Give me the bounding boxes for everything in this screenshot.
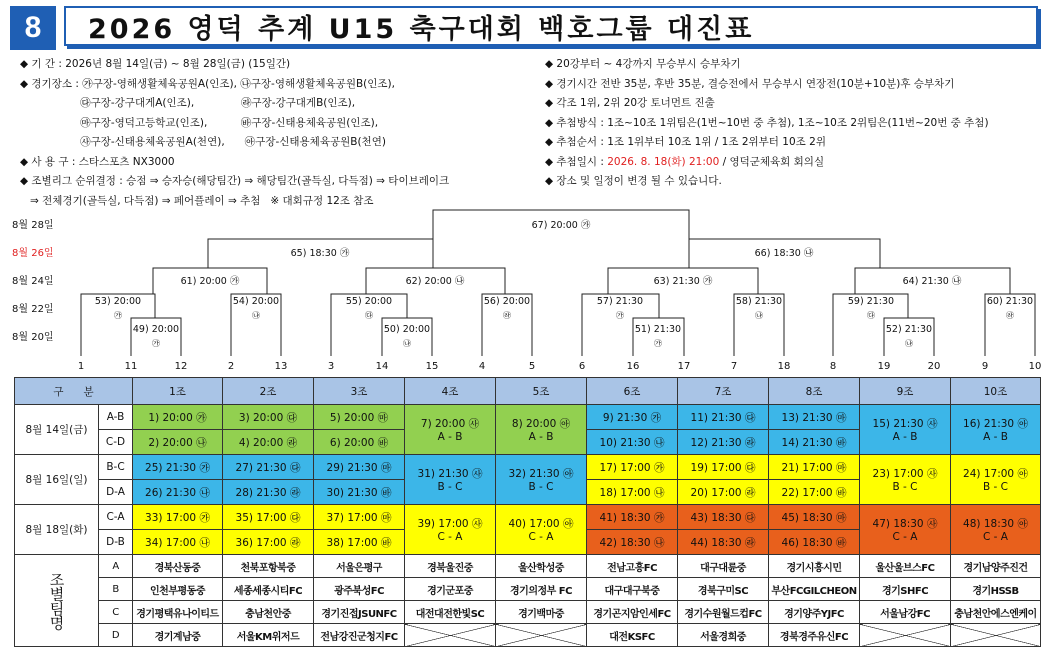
- match-slot: 33) 17:00 ㉮: [133, 505, 223, 530]
- team-group-key: A: [99, 555, 133, 578]
- team-name: 경기수원월드컵FC: [678, 601, 769, 624]
- match-slot: 26) 21:30 ㉯: [133, 480, 223, 505]
- column-header: 7조: [678, 378, 769, 405]
- info-line: ◆ 기 간 : 2026년 8월 14일(금) ~ 8월 28일(금) (15일간): [20, 58, 291, 70]
- venue-mark: ㉮: [654, 339, 662, 348]
- seed-number: 6: [578, 361, 586, 372]
- team-name: 경기백마중: [496, 601, 587, 624]
- match-slot: 3) 20:00 ㉰: [223, 405, 314, 430]
- info-line: ㉴구장-신태용체육공원A(천연), ㉵구장-신태용체육공원B(천연): [20, 136, 386, 148]
- date-label: 8월 26일: [12, 248, 54, 259]
- match-slot-merged: 31) 21:30 ㉴ B - C: [405, 455, 496, 505]
- header: [10, 6, 1040, 50]
- seed-number: 18: [777, 361, 791, 372]
- match-slot: 10) 21:30 ㉯: [587, 430, 678, 455]
- matchup: A-B: [99, 405, 133, 430]
- match-slot: 41) 18:30 ㉮: [587, 505, 678, 530]
- seed-number: 7: [730, 361, 738, 372]
- team-group-key: C: [99, 601, 133, 624]
- venue-mark: ㉱: [1006, 311, 1014, 320]
- team-name: 경기곤지암인세FC: [587, 601, 678, 624]
- match-slot: 44) 18:30 ㉱: [678, 530, 769, 555]
- match-slot: 21) 17:00 ㉲: [769, 455, 860, 480]
- match-slot: 22) 17:00 ㉳: [769, 480, 860, 505]
- info-line: ◆ 추첨방식 : 1조~10조 1위팀은(1번~10번 중 추첨), 1조~10조 2위팀은(11번~20번 중 추첨): [545, 116, 989, 129]
- info-left: [20, 55, 449, 211]
- team-name: 전남강진군청지FC: [314, 624, 405, 647]
- team-label-cell: [15, 555, 99, 647]
- seed-number: 13: [274, 361, 288, 372]
- info-line: ⇒ 전체경기(골득실, 다득점) ⇒ 페어플레이 ⇒ 추첨 ※ 대회규정 12조 참조: [20, 194, 374, 207]
- match-slot: 1) 20:00 ㉮: [133, 405, 223, 430]
- venue-mark: ㉯: [252, 311, 260, 320]
- page-title: 2026 영덕 추계 U15 축구대회 백호그룹 대진표: [64, 6, 1038, 46]
- match-slot-merged: 39) 17:00 ㉴ C - A: [405, 505, 496, 555]
- team-name: 서울KM위저드: [223, 624, 314, 647]
- info-line: ◆ 경기시간 전반 35분, 후반 35분, 결승전에서 무승부시 연장전(10분+10분)후 승부차기: [545, 77, 955, 90]
- team-name: 서울은평구: [314, 555, 405, 578]
- seed-number: 3: [327, 361, 335, 372]
- match-slot: 19) 17:00 ㉰: [678, 455, 769, 480]
- match-slot-merged: 15) 21:30 ㉴ A - B: [860, 405, 951, 455]
- matchup: B-C: [99, 455, 133, 480]
- match-label: 59) 21:30: [847, 296, 895, 307]
- team-name: 대구대구북중: [587, 578, 678, 601]
- seed-number: 20: [927, 361, 941, 372]
- match-slot-merged: 48) 18:30 ㉵ C - A: [951, 505, 1041, 555]
- table-row: [15, 405, 1041, 430]
- team-name: 충남천안중: [223, 601, 314, 624]
- team-label: 조별팀명: [47, 571, 66, 630]
- column-header: 4조: [405, 378, 496, 405]
- match-slot: 27) 21:30 ㉰: [223, 455, 314, 480]
- match-label: 56) 20:00: [483, 296, 531, 307]
- column-header: 1조: [133, 378, 223, 405]
- match-slot: 28) 21:30 ㉱: [223, 480, 314, 505]
- info-line: ◆ 20강부터 ~ 4강까지 무승부시 승부차기: [545, 58, 741, 70]
- team-name: 인천부평동중: [133, 578, 223, 601]
- team-name: 경기남양주진건: [951, 555, 1041, 578]
- seed-number: 15: [425, 361, 439, 372]
- team-name: 경기HSSB: [951, 578, 1041, 601]
- match-slot: 43) 18:30 ㉰: [678, 505, 769, 530]
- match-slot: 36) 17:00 ㉱: [223, 530, 314, 555]
- draw-date-value: 2026. 8. 18(화) 21:00: [607, 155, 720, 168]
- team-name: 서울남강FC: [860, 601, 951, 624]
- match-slot: 9) 21:30 ㉮: [587, 405, 678, 430]
- match-label: 57) 21:30: [596, 296, 644, 307]
- match-slot: 4) 20:00 ㉱: [223, 430, 314, 455]
- seed-number: 5: [528, 361, 536, 372]
- info-line: ㉰구장-강구대게A(인조), ㉱구장-강구대게B(인조),: [20, 97, 356, 109]
- column-header: 10조: [951, 378, 1041, 405]
- match-slot: 2) 20:00 ㉯: [133, 430, 223, 455]
- match-slot: 18) 17:00 ㉯: [587, 480, 678, 505]
- seed-number: 12: [174, 361, 188, 372]
- date-label: 8월 28일: [12, 220, 54, 231]
- match-slot-merged: 8) 20:00 ㉵ A - B: [496, 405, 587, 455]
- tournament-bracket: [0, 208, 1049, 376]
- column-header: 9조: [860, 378, 951, 405]
- match-label: 67) 20:00 ㉮: [531, 220, 591, 231]
- seed-number: 16: [626, 361, 640, 372]
- match-label: 62) 20:00 ㉯: [405, 276, 465, 287]
- team-name: 울산학성중: [496, 555, 587, 578]
- match-label: 55) 20:00: [345, 296, 393, 307]
- info-line: ◆ 장소 및 일정이 변경 될 수 있습니다.: [545, 175, 722, 187]
- matchup: D-A: [99, 480, 133, 505]
- match-slot: 17) 17:00 ㉮: [587, 455, 678, 480]
- info-right: [545, 55, 989, 192]
- seed-number: 8: [829, 361, 837, 372]
- match-slot: 29) 21:30 ㉲: [314, 455, 405, 480]
- seed-number: 17: [677, 361, 691, 372]
- match-label: 66) 18:30 ㉯: [754, 248, 814, 259]
- match-slot: 30) 21:30 ㉳: [314, 480, 405, 505]
- team-name: 경기시흥시민: [769, 555, 860, 578]
- match-slot: 34) 17:00 ㉯: [133, 530, 223, 555]
- matchup: C-A: [99, 505, 133, 530]
- column-header: 6조: [587, 378, 678, 405]
- match-label: 49) 20:00: [132, 324, 180, 335]
- match-slot: 11) 21:30 ㉰: [678, 405, 769, 430]
- team-name: 경북구미SC: [678, 578, 769, 601]
- match-label: 58) 21:30: [735, 296, 783, 307]
- venue-mark: ㉮: [114, 311, 122, 320]
- team-row: [15, 624, 1041, 647]
- team-name: 경기군포중: [405, 578, 496, 601]
- match-slot: 14) 21:30 ㉳: [769, 430, 860, 455]
- team-name: 부산FCGILCHEON: [769, 578, 860, 601]
- empty-slot: [405, 624, 496, 647]
- column-header: 구 분: [15, 378, 133, 405]
- info-line: ◆ 사 용 구 : 스타스포츠 NX3000: [20, 155, 175, 168]
- column-header: 8조: [769, 378, 860, 405]
- match-date: 8월 14일(금): [15, 405, 99, 455]
- match-slot: 5) 20:00 ㉲: [314, 405, 405, 430]
- venue-mark: ㉯: [755, 311, 763, 320]
- team-name: 서울경희중: [678, 624, 769, 647]
- match-label: 64) 21:30 ㉯: [902, 276, 962, 287]
- match-slot: 35) 17:00 ㉰: [223, 505, 314, 530]
- venue-mark: ㉮: [616, 311, 624, 320]
- column-header: 2조: [223, 378, 314, 405]
- match-slot-merged: 16) 21:30 ㉵ A - B: [951, 405, 1041, 455]
- matchup: C-D: [99, 430, 133, 455]
- draw-date-suffix: / 영덕군체육회 회의실: [719, 155, 825, 168]
- table-header-row: [15, 378, 1041, 405]
- match-slot: 37) 17:00 ㉲: [314, 505, 405, 530]
- team-name: 경기양주YJFC: [769, 601, 860, 624]
- matchup: D-B: [99, 530, 133, 555]
- match-label: 51) 21:30: [634, 324, 682, 335]
- match-slot: 38) 17:00 ㉳: [314, 530, 405, 555]
- team-name: 경기계남중: [133, 624, 223, 647]
- seed-number: 14: [375, 361, 389, 372]
- seed-number: 1: [77, 361, 85, 372]
- match-slot: 45) 18:30 ㉲: [769, 505, 860, 530]
- empty-slot: [496, 624, 587, 647]
- venue-mark: ㉰: [867, 311, 875, 320]
- team-name: 경기진접JSUNFC: [314, 601, 405, 624]
- team-name: 광주북성FC: [314, 578, 405, 601]
- empty-slot: [951, 624, 1041, 647]
- team-name: 대전대전한빛SC: [405, 601, 496, 624]
- team-name: 대전KSFC: [587, 624, 678, 647]
- team-row: [15, 601, 1041, 624]
- match-label: 52) 21:30: [885, 324, 933, 335]
- match-slot-merged: 23) 17:00 ㉴ B - C: [860, 455, 951, 505]
- match-slot: 25) 21:30 ㉮: [133, 455, 223, 480]
- date-label: 8월 24일: [12, 276, 54, 287]
- match-label: 60) 21:30: [986, 296, 1034, 307]
- venue-mark: ㉱: [503, 311, 511, 320]
- match-slot-merged: 40) 17:00 ㉵ C - A: [496, 505, 587, 555]
- team-name: 세종세종시티FC: [223, 578, 314, 601]
- match-slot-merged: 47) 18:30 ㉴ C - A: [860, 505, 951, 555]
- team-name: 경기의정부 FC: [496, 578, 587, 601]
- team-name: 천북포항북중: [223, 555, 314, 578]
- match-slot: 46) 18:30 ㉳: [769, 530, 860, 555]
- seed-number: 4: [478, 361, 486, 372]
- match-slot: 42) 18:30 ㉯: [587, 530, 678, 555]
- match-slot: 13) 21:30 ㉲: [769, 405, 860, 430]
- seed-number: 11: [124, 361, 138, 372]
- info-line: ◆ 각조 1위, 2위 20강 토너먼트 진출: [545, 97, 715, 109]
- match-date: 8월 18일(화): [15, 505, 99, 555]
- venue-mark: ㉯: [403, 339, 411, 348]
- info-line: ◆ 추첨순서 : 1조 1위부터 10조 1위 / 1조 2위부터 10조 2위: [545, 136, 826, 148]
- empty-slot: [860, 624, 951, 647]
- seed-number: 10: [1028, 361, 1042, 372]
- match-label: 65) 18:30 ㉮: [290, 248, 350, 259]
- match-slot-merged: 32) 21:30 ㉵ B - C: [496, 455, 587, 505]
- team-name: 울산울브스FC: [860, 555, 951, 578]
- info-line: ◆ 조별리그 순위결정 : 승점 ⇒ 승자승(해당팀간) ⇒ 해당팀간(골득실, 다득점) ⇒ 타이브레이크: [20, 175, 450, 187]
- info-line: ◆ 경기장소 : ㉮구장-영해생활체육공원A(인조), ㉯구장-영해생활체육공원B(인조),: [20, 77, 395, 90]
- team-name: 충남천안에스엔케이: [951, 601, 1041, 624]
- team-group-key: D: [99, 624, 133, 647]
- match-label: 53) 20:00: [94, 296, 142, 307]
- column-header: 3조: [314, 378, 405, 405]
- team-name: 경기SHFC: [860, 578, 951, 601]
- team-row: [15, 555, 1041, 578]
- column-header: 5조: [496, 378, 587, 405]
- team-name: 경북산동중: [133, 555, 223, 578]
- section-number: 8: [10, 6, 56, 50]
- match-slot: 12) 21:30 ㉱: [678, 430, 769, 455]
- team-row: [15, 578, 1041, 601]
- table-row: [15, 455, 1041, 480]
- draw-date-prefix: ◆ 추첨일시 :: [545, 155, 608, 168]
- team-name: 대구대륜중: [678, 555, 769, 578]
- draw-date-line: [545, 153, 989, 173]
- match-date: 8월 16일(일): [15, 455, 99, 505]
- info-line: ㉲구장-영덕고등학교(인조), ㉳구장-신태용체육공원(인조),: [20, 116, 379, 129]
- seed-number: 9: [981, 361, 989, 372]
- table-row: [15, 505, 1041, 530]
- seed-numbers: [78, 361, 1042, 372]
- seed-number: 19: [877, 361, 891, 372]
- seed-number: 2: [227, 361, 235, 372]
- team-name: 경북경주유신FC: [769, 624, 860, 647]
- match-label: 63) 21:30 ㉮: [653, 276, 713, 287]
- team-name: 경기평택유나이티드: [133, 601, 223, 624]
- date-label: 8월 20일: [12, 332, 54, 343]
- match-label: 61) 20:00 ㉮: [180, 276, 240, 287]
- team-name: 전남고흥FC: [587, 555, 678, 578]
- group-schedule-table: [14, 377, 1041, 647]
- team-group-key: B: [99, 578, 133, 601]
- venue-mark: ㉰: [365, 311, 373, 320]
- match-slot-merged: 7) 20:00 ㉴ A - B: [405, 405, 496, 455]
- venue-mark: ㉯: [905, 339, 913, 348]
- venue-mark: ㉮: [152, 339, 160, 348]
- match-slot: 6) 20:00 ㉳: [314, 430, 405, 455]
- match-slot-merged: 24) 17:00 ㉵ B - C: [951, 455, 1041, 505]
- match-label: 50) 20:00: [383, 324, 431, 335]
- match-slot: 20) 17:00 ㉱: [678, 480, 769, 505]
- date-label: 8월 22일: [12, 304, 54, 315]
- match-label: 54) 20:00: [232, 296, 280, 307]
- team-name: 경북울진중: [405, 555, 496, 578]
